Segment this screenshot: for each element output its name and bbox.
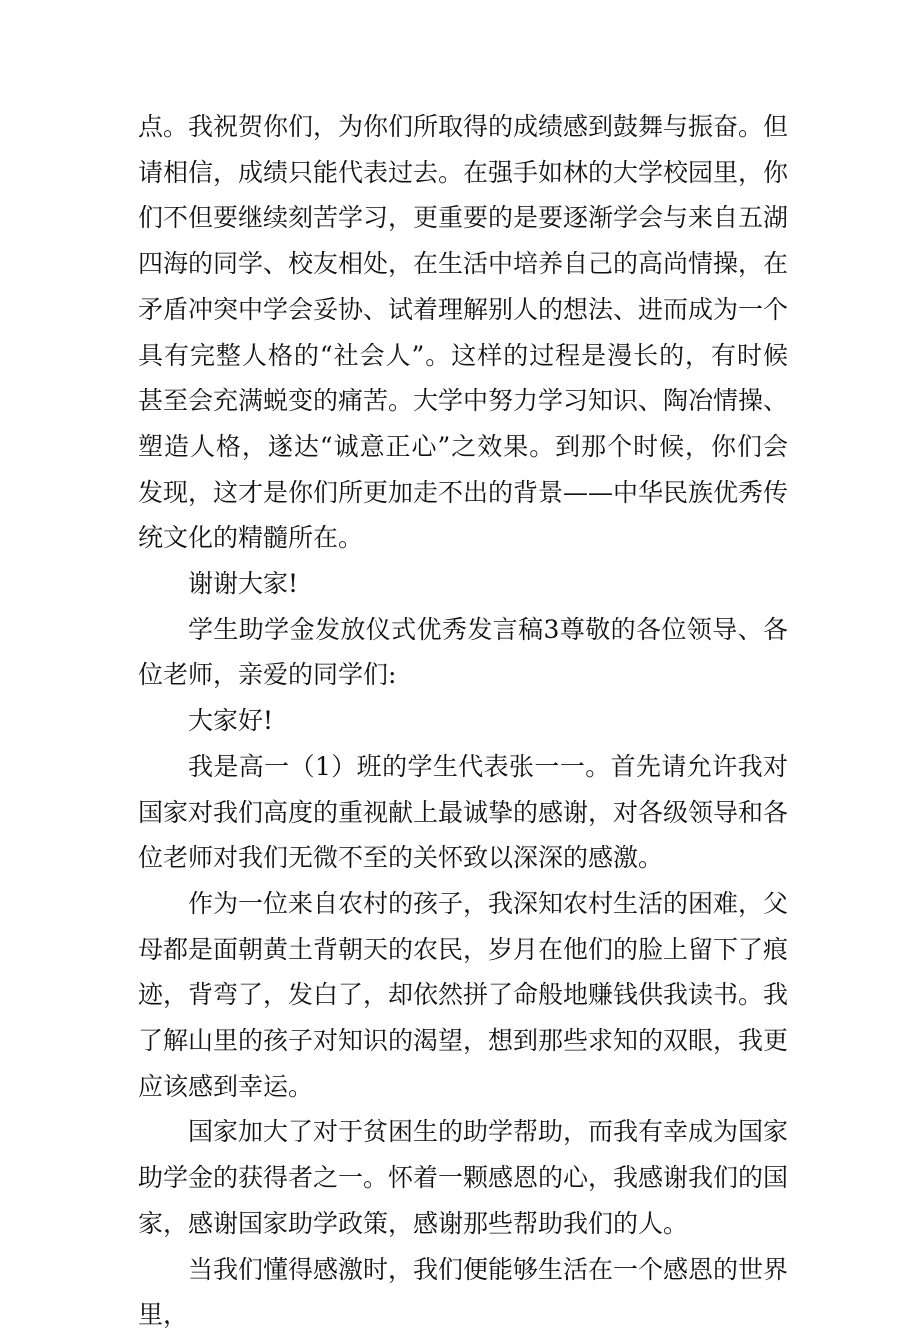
document-body (138, 104, 788, 1338)
paragraph-thanks: 谢谢大家! (188, 569, 299, 599)
paragraph-introduction: 我是高一（1）班的学生代表张一一。首先请允许我对国家对我们高度的重视献上最诚挚的感谢，对各级领导和各位老师对我们无微不至的关怀致以深深的感激。 (138, 751, 789, 873)
paragraph-continuation: 点。我祝贺你们，为你们所取得的成绩感到鼓舞与振奋。但请相信，成绩只能代表过去。在强手如林的大学校园里，你们不但要继续刻苦学习，更重要的是要逐渐学会与来自五湖四海的同学、校友相处，在生活中培养自己的高尚情操，在矛盾冲突中学会妥协、试着理解别人的想法、进而成为一个具有完整人格的“社会人”。这样的过程是漫长的，有时候甚至会充满蜕变的痛苦。大学中努力学习知识、陶冶情操、塑造人格，遂达“诚意正心”之效果。到那个时候，你们会发现，这才是你们所更加走不出的背景——中华民族优秀传统文化的精髓所在。 (138, 112, 789, 553)
paragraph-speech-title-greeting: 学生助学金发放仪式优秀发言稿3尊敬的各位领导、各位老师，亲爱的同学们: (138, 614, 788, 690)
paragraph-gratitude: 当我们懂得感激时，我们便能够生活在一个感恩的世界里， (138, 1254, 789, 1330)
paragraph-rural-background: 作为一位来自农村的孩子，我深知农村生活的困难，父母都是面朝黄土背朝天的农民，岁月在他们的脸上留下了痕迹，背弯了，发白了，却依然拼了命般地赚钱供我读书。我了解山里的孩子对知识的渴望，想到那些求知的双眼，我更应该感到幸运。 (138, 888, 789, 1101)
paragraph-national-aid: 国家加大了对于贫困生的助学帮助，而我有幸成为国家助学金的获得者之一。怀着一颗感恩的心，我感谢我们的国家，感谢国家助学政策，感谢那些帮助我们的人。 (138, 1117, 789, 1238)
paragraph-hello: 大家好! (188, 706, 274, 736)
